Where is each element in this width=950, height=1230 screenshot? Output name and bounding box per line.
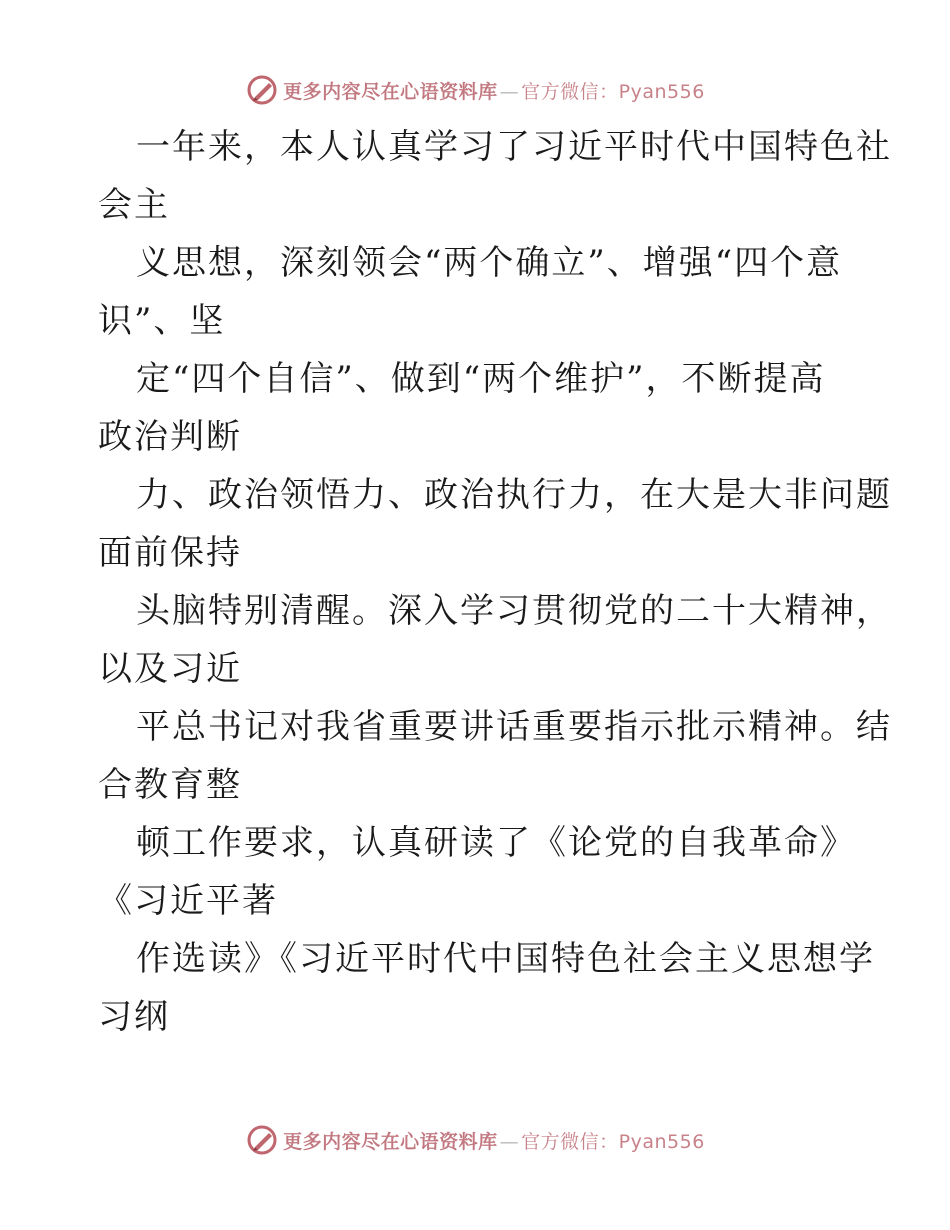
footer-watermark	[0, 1120, 950, 1160]
paragraph-line: 头脑特别清醒。深入学习贯彻党的二十大精神，	[136, 591, 892, 631]
watermark-text	[283, 1127, 705, 1154]
paragraph-line: 一年来，本人认真学习了习近平时代中国特色社	[136, 127, 892, 167]
paragraph-line: 以及习近	[98, 649, 242, 689]
pen-logo-icon	[245, 1123, 279, 1157]
paragraph-line: 习纲	[98, 997, 170, 1037]
paragraph-line: 顿工作要求，认真研读了《论党的自我革命》	[136, 823, 856, 863]
watermark-separator: —	[499, 80, 520, 103]
paragraph-line: 会主	[98, 185, 170, 225]
document-body	[98, 118, 892, 1046]
paragraph-line: 合教育整	[98, 765, 242, 805]
paragraph-line: 定“四个自信”、做到“两个维护”，不断提高	[136, 359, 826, 399]
watermark-text	[283, 77, 705, 104]
header-watermark	[0, 70, 950, 110]
paragraph-line: 作选读》《习近平时代中国特色社会主义思想学	[136, 939, 875, 979]
paragraph-line: 识”、坚	[98, 301, 226, 341]
watermark-main: 更多内容尽在心语资料库	[283, 80, 498, 103]
watermark-main: 更多内容尽在心语资料库	[283, 1130, 498, 1153]
paragraph-line: 义思想，深刻领会“两个确立”、增强“四个意	[136, 243, 843, 283]
pen-logo-icon	[245, 73, 279, 107]
paragraph-line: 力、政治领悟力、政治执行力，在大是大非问题	[136, 475, 892, 515]
paragraph-line: 平总书记对我省重要讲话重要指示批示精神。结	[136, 707, 892, 747]
paragraph-line: 政治判断	[98, 417, 242, 457]
watermark-contact: 官方微信：Pyan556	[521, 1130, 705, 1153]
paragraph-line: 面前保持	[98, 533, 242, 573]
watermark-separator: —	[499, 1130, 520, 1153]
watermark-contact: 官方微信：Pyan556	[521, 80, 705, 103]
paragraph-line: 《习近平著	[98, 881, 278, 921]
